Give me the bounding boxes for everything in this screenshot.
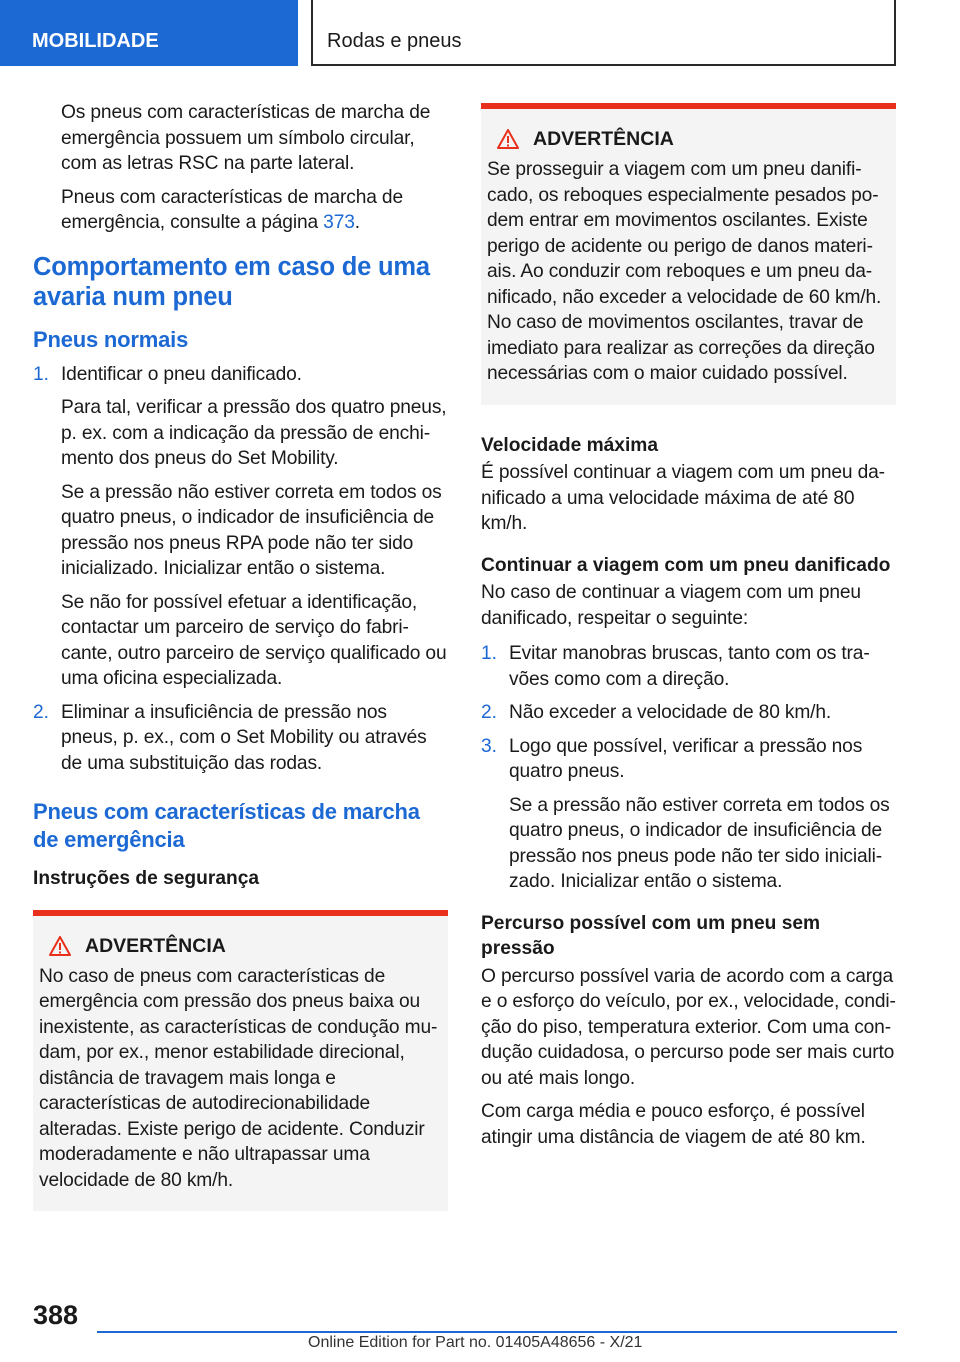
step-title: Identificar o pneu danificado.: [61, 363, 302, 385]
intro-paragraph: Os pneus com características de marcha de emergência possuem um símbolo circular, com as letras RSC na parte lateral.: [61, 102, 431, 174]
heading-continue-driving: Continuar a viagem com um pneu danificado: [481, 554, 891, 576]
right-column: [481, 103, 896, 1150]
step-text: Se a pressão não estiver correta em todos os quatro pneus, o indicador de insuficiência de pressão nos pneus pode não ter sido inicializado. Inicializar então o sistema.: [509, 794, 890, 892]
page-link-373[interactable]: 373: [323, 212, 355, 233]
step-number: 1.: [33, 363, 50, 385]
chapter-title: Rodas e pneus: [311, 0, 896, 66]
heading-tire-failure: Comportamento em caso de uma avaria num pneu: [33, 252, 430, 311]
step-text: Se não for possível efetuar a identificação, contactar um parceiro de serviço do fabricante, outro parceiro de serviço qualificado ou uma oficina especializada.: [61, 591, 447, 689]
warning-text: No caso de pneus com características de emergência com pressão dos pneus baixa ou inexistente, as características de condução mudam, por ex., menor estabilidade direcional, distância de travagem mais longa e características de autodirecionabilidade alteradas. Existe perigo de acidente. Conduzir moderadamente e não ultrapassar uma velocidade de 80 km/h.: [39, 965, 438, 1191]
warning-triangle-icon: [49, 936, 71, 956]
heading-rsc-tires: Pneus com características de marcha de emergência: [33, 799, 420, 852]
edition-note: Online Edition for Part no. 01405A48656 - X/21: [308, 1334, 643, 1351]
warning-text: Se prosseguir a viagem com um pneu danificado, os reboques especialmente pesados podem entrar em movimentos oscilantes. Existe perigo de acidente ou perigo de danos materiais. Ao conduzir com reboques e um pneu danificado, não exceder a velocidade de 60 km/h. No caso de movimentos oscilantes, travar de imediato para realizar as correções da direção necessárias com o maior cuidado possível.: [487, 159, 882, 384]
list-item: [481, 641, 896, 692]
step-text: Para tal, verificar a pressão dos quatro pneus, p. ex. com a indicação da pressão de enchimento dos pneus do Set Mobility.: [61, 397, 447, 469]
step-title: Eliminar a insuficiência de pressão nos pneus, p. ex., com o Set Mobility ou através de uma substituição das rodas.: [61, 701, 427, 774]
warning-title: ADVERTÊNCIA: [39, 934, 438, 958]
step-number: 2.: [33, 701, 50, 723]
heading-possible-range: Percurso possível com um pneu sem pressão: [481, 912, 821, 959]
intro-reference: Pneus com características de marcha de emergência, consulte a página 373.: [61, 186, 403, 233]
heading-max-speed: Velocidade máxima: [481, 434, 659, 456]
warning-box: [481, 103, 896, 405]
step-text: Se a pressão não estiver correta em todos os quatro pneus, o indicador de insuficiência de pressão nos pneus RPA pode não ter sido inicializado. Inicializar então o sistema.: [61, 481, 442, 579]
list-item: [33, 362, 448, 692]
range-text: O percurso possível varia de acordo com a carga e o esforço do veículo, por ex., velocidade, condição do piso, temperatura exterior. Com uma condução cuidadosa, o percurso pode ser mais curto ou até mais longo.: [481, 965, 896, 1089]
warning-title: ADVERTÊNCIA: [487, 127, 886, 151]
step-number: 2.: [481, 702, 498, 723]
step-text: Não exceder a velocidade de 80 km/h.: [509, 702, 832, 723]
step-number: 3.: [481, 735, 498, 757]
continue-text: No caso de continuar a viagem com um pneu danificado, respeitar o seguinte:: [481, 582, 861, 629]
warning-box: [33, 910, 448, 1212]
page-number: 388: [33, 1300, 79, 1330]
list-item: [33, 700, 448, 777]
warning-triangle-icon: [497, 129, 519, 149]
heading-safety: Instruções de segurança: [33, 868, 260, 889]
left-column: [33, 100, 448, 1211]
page-header: [0, 0, 960, 66]
step-text: Evitar manobras bruscas, tanto com os travões como com a direção.: [509, 643, 870, 690]
list-item: [481, 700, 896, 726]
range-text: Com carga média e pouco esforço, é possível atingir uma distância de viagem de até 80 km.: [481, 1101, 866, 1148]
step-number: 1.: [481, 643, 498, 664]
step-text: Logo que possível, verificar a pressão nos quatro pneus.: [509, 735, 863, 782]
heading-normal-tires: Pneus normais: [33, 326, 189, 352]
list-item: [481, 734, 896, 895]
section-title: MOBILIDADE: [0, 0, 298, 66]
speed-text: É possível continuar a viagem com um pneu danificado a uma velocidade máxima de até 80 km/h.: [481, 462, 886, 534]
